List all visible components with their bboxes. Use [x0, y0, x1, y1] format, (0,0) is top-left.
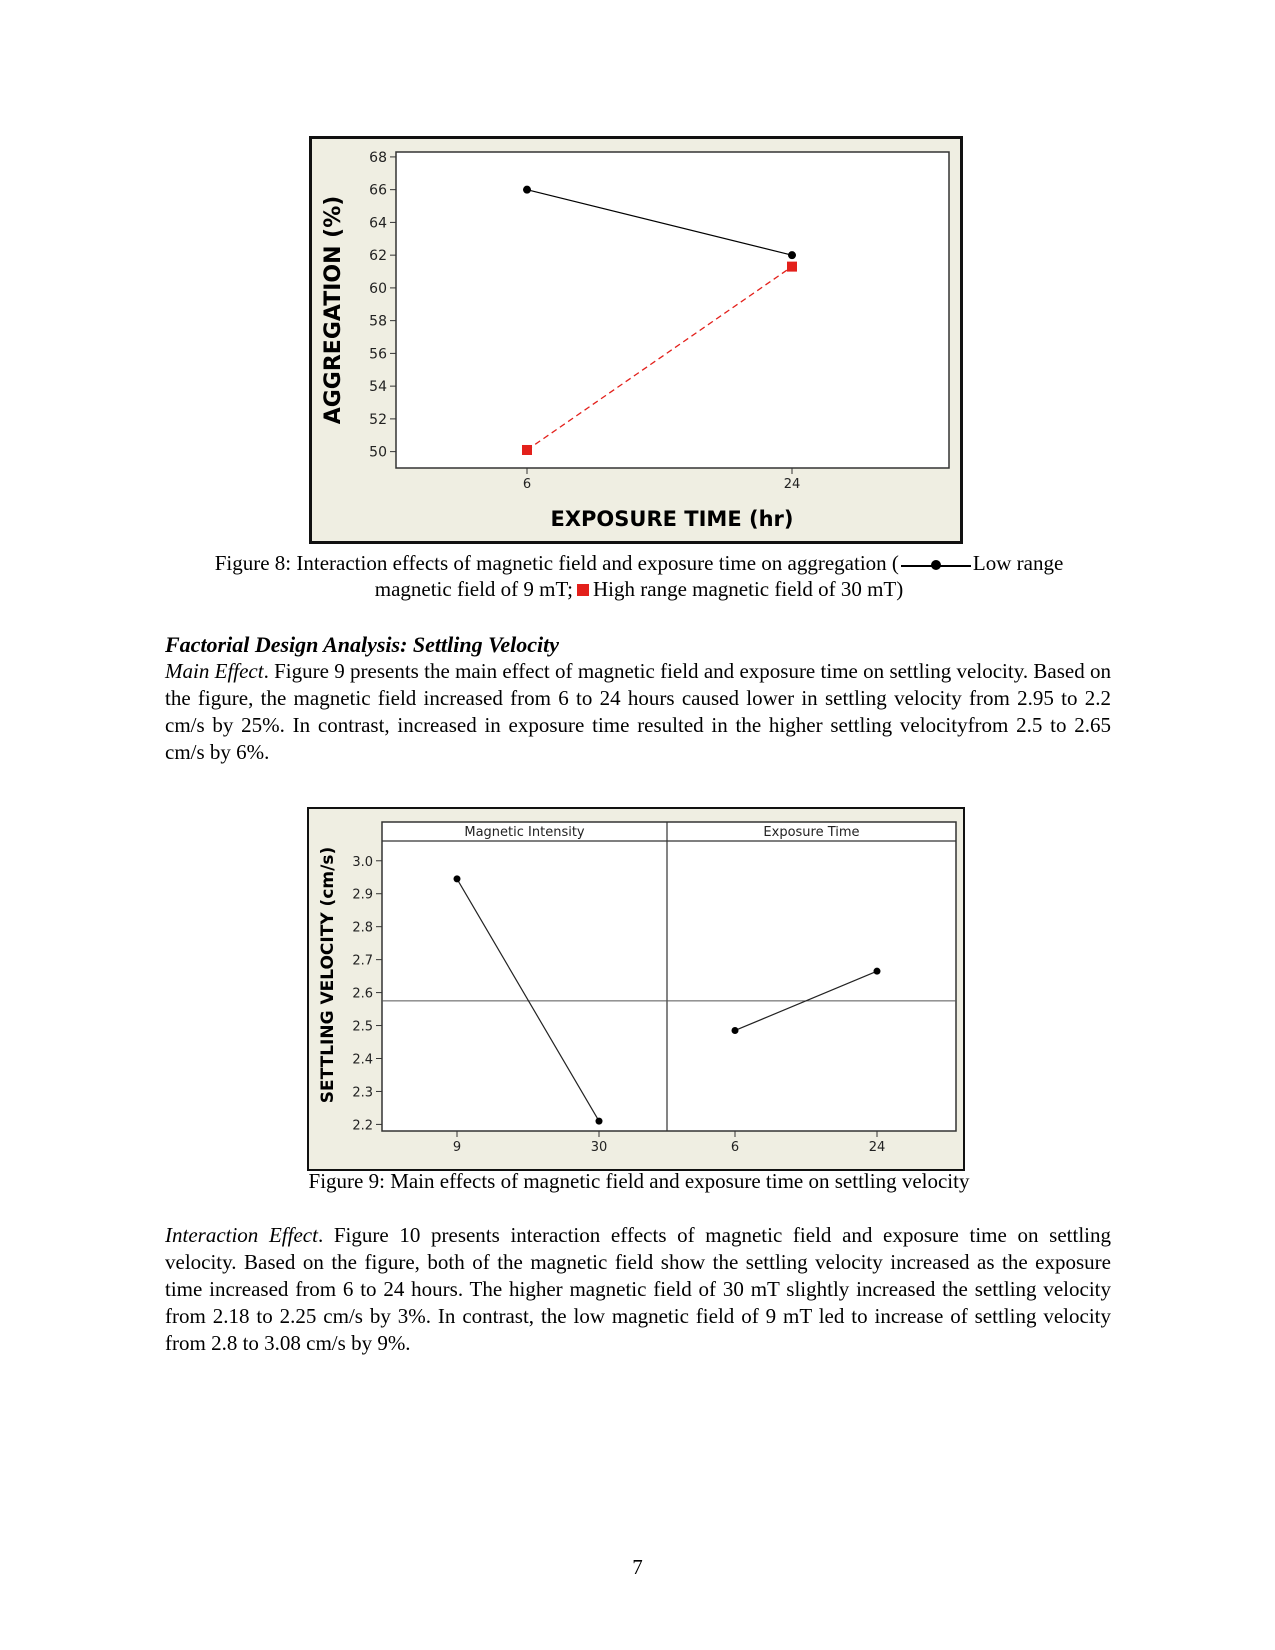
- paragraph-interaction-effect-lead: Interaction Effect: [165, 1223, 318, 1247]
- y-tick-label: 68: [369, 149, 387, 166]
- paragraph-main-effect-text: . Figure 9 presents the main effect of magnetic field and exposure time on settling velocity. Based on the figure, the magnetic field increased from 6 to 24 hours caused lower in settling velocity from 2.95 to 2.2 cm/s by 25%. In contrast, increased in exposure time resulted in the higher settling velocityfrom 2.5 to 2.65 cm/s by 6%.: [165, 659, 1111, 764]
- y-tick-label: 56: [369, 346, 387, 363]
- paragraph-main-effect-lead: Main Effect: [165, 659, 264, 683]
- x-tick-label: 24: [868, 1140, 886, 1155]
- paragraph-interaction-effect: [165, 1222, 1111, 1357]
- y-tick-label: 2.3: [352, 1085, 373, 1101]
- figure-8-caption-text-2b: High range magnetic field of 30 mT): [593, 577, 904, 601]
- figure-8-caption-text: Figure 8: Interaction effects of magnetic field and exposure time on aggregation (: [214, 551, 899, 575]
- paragraph-interaction-effect-text: . Figure 10 presents interaction effects of magnetic field and exposure time on settling velocity. Based on the figure, both of the magnetic field show the settling velocity increased as the exposure time increased from 6 to 24 hours. The higher magnetic field of 30 mT slightly increased the settling velocity from 2.18 to 2.25 cm/s by 3%. In contrast, the low magnetic field of 9 mT led to increase of settling velocity from 2.8 to 3.08 cm/s by 9%.: [165, 1223, 1111, 1355]
- y-tick-label: 64: [369, 215, 387, 232]
- y-tick-label: 2.9: [352, 887, 373, 903]
- section-heading: Factorial Design Analysis: Settling Velocity: [165, 632, 559, 657]
- y-tick-label: 62: [369, 248, 387, 265]
- paragraph-main-effect: [165, 658, 1111, 766]
- figure-8-x-axis-title: EXPOSURE TIME (hr): [550, 507, 794, 531]
- y-tick-label: 2.6: [352, 986, 373, 1002]
- y-tick-label: 2.5: [352, 1019, 373, 1035]
- x-tick-label: 9: [452, 1140, 462, 1155]
- panel-1-point: [596, 1118, 603, 1125]
- series-1-point: [788, 251, 796, 259]
- figure-8-svg: [312, 139, 960, 541]
- figure-8-y-axis-title: AGGREGATION (%): [321, 195, 346, 425]
- y-tick-label: 3.0: [352, 854, 373, 870]
- low-range-legend-icon: [901, 558, 971, 572]
- y-tick-label: 2.8: [352, 920, 373, 936]
- y-tick-label: 2.4: [352, 1052, 373, 1068]
- series-2-point: [787, 262, 797, 272]
- y-tick-label: 2.7: [352, 953, 373, 969]
- figure-8-plot-area: [396, 152, 949, 468]
- y-tick-label: 58: [369, 313, 387, 330]
- figure-9-y-axis-title: SETTLING VELOCITY (cm/s): [318, 846, 338, 1104]
- y-tick-label: 60: [369, 280, 387, 297]
- panel-2-point: [874, 968, 881, 975]
- x-tick-label: 6: [522, 477, 532, 492]
- figure-9-caption: Figure 9: Main effects of magnetic field and exposure time on settling velocity: [308, 1169, 970, 1193]
- panel-1-point: [454, 875, 461, 882]
- x-tick-label: 6: [730, 1140, 740, 1155]
- panel-2-point: [732, 1027, 739, 1034]
- high-range-legend-icon: [577, 584, 589, 596]
- figure-8-chart: [309, 136, 963, 544]
- y-tick-label: 2.2: [352, 1118, 373, 1134]
- y-tick-label: 54: [369, 379, 387, 396]
- figure-8-caption: [167, 550, 1111, 602]
- page-number: 7: [632, 1555, 643, 1579]
- y-tick-label: 50: [369, 444, 387, 461]
- y-tick-label: 52: [369, 411, 387, 428]
- series-1-point: [523, 186, 531, 194]
- y-tick-label: 66: [369, 182, 387, 199]
- x-tick-label: 30: [590, 1140, 608, 1155]
- figure-8-caption-legend-low: Low range: [972, 551, 1064, 575]
- figure-9-chart: [307, 807, 965, 1171]
- figure-8-caption-text-2a: magnetic field of 9 mT;: [374, 577, 574, 601]
- series-2-point: [522, 445, 532, 455]
- figure-9-svg: [309, 809, 963, 1169]
- x-tick-label: 24: [783, 477, 801, 492]
- panel-title: Exposure Time: [763, 825, 860, 840]
- panel-title: Magnetic Intensity: [464, 825, 585, 840]
- figure-9-plot-area: [382, 822, 956, 1131]
